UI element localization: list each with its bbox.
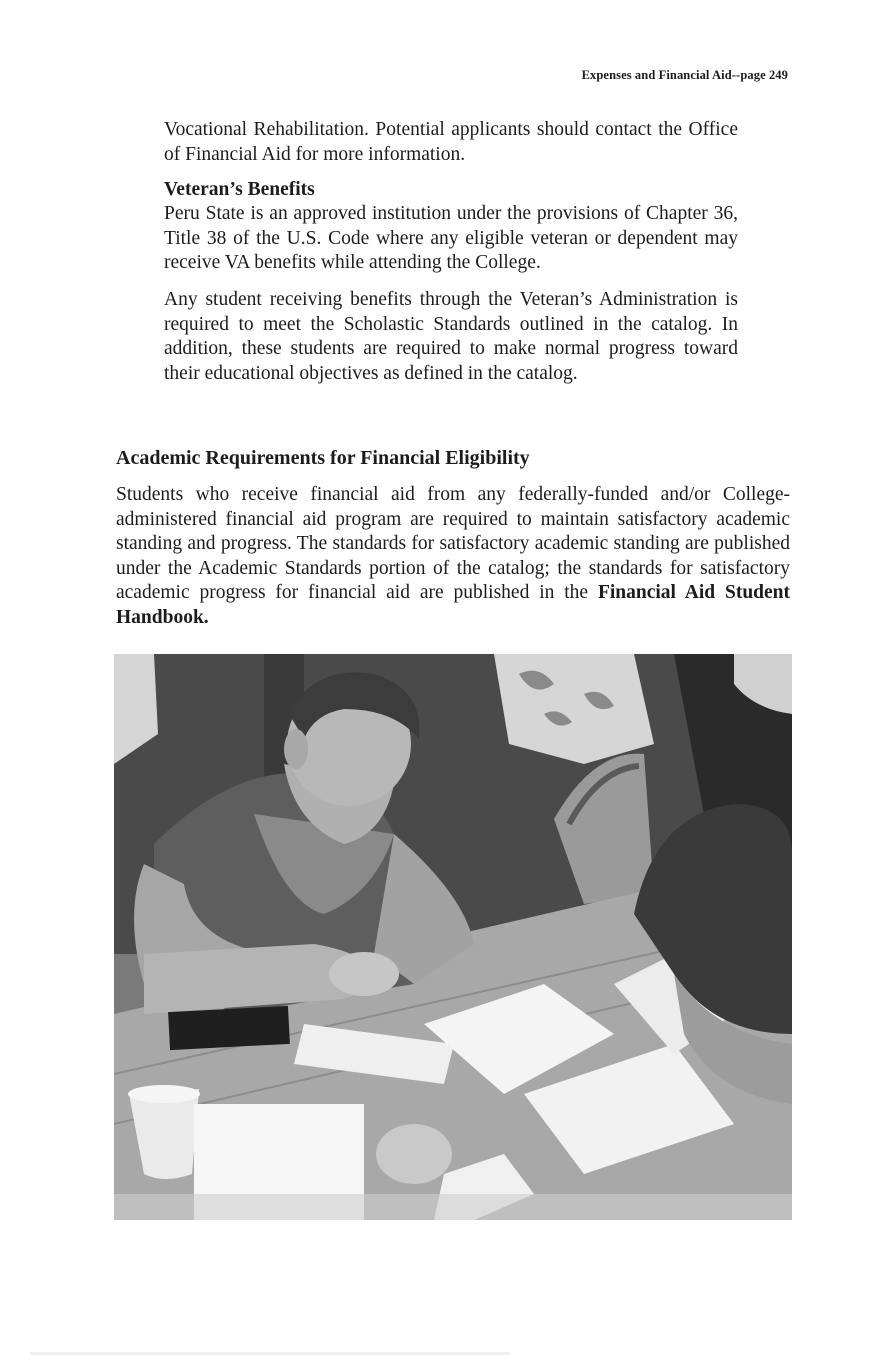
intro-paragraph: Vocational Rehabilitation. Potential applicants should contact the Office of Financial Aid for more information. (164, 119, 738, 165)
photograph-icon (114, 654, 792, 1220)
academic-requirements-heading: Academic Requirements for Financial Eligibility (116, 447, 530, 469)
academic-body-text: Students who receive financial aid from any federally-funded and/or College-administered financial aid program are required to maintain satisfactory academic standing and progress. The standards for satisfactory academic standing are published under the Academic Standards portion of the catalog; the standards for satisfactory academic progress for financial aid are published in the (116, 484, 790, 604)
handbook-title: Financial Aid Student Handbook. (116, 582, 791, 628)
scan-artifact-line (30, 1352, 510, 1355)
veterans-benefits-heading: Veteran’s Benefits (164, 179, 315, 200)
academic-requirements-paragraph (116, 483, 790, 631)
veterans-paragraph-1: Peru State is an approved institution under the provisions of Chapter 36, Title 38 of the U.S. Code where any eligible veteran or dependent may receive VA benefits while attending the College. (164, 203, 738, 274)
veterans-paragraph-2: Any student receiving benefits through the Veteran’s Administration is required to meet the Scholastic Standards outlined in the catalog. In addition, these students are required to make normal progress toward their educational objectives as defined in the catalog. (164, 289, 738, 384)
student-photograph (114, 654, 792, 1220)
running-header: Expenses and Financial Aid--page 249 (581, 68, 788, 82)
